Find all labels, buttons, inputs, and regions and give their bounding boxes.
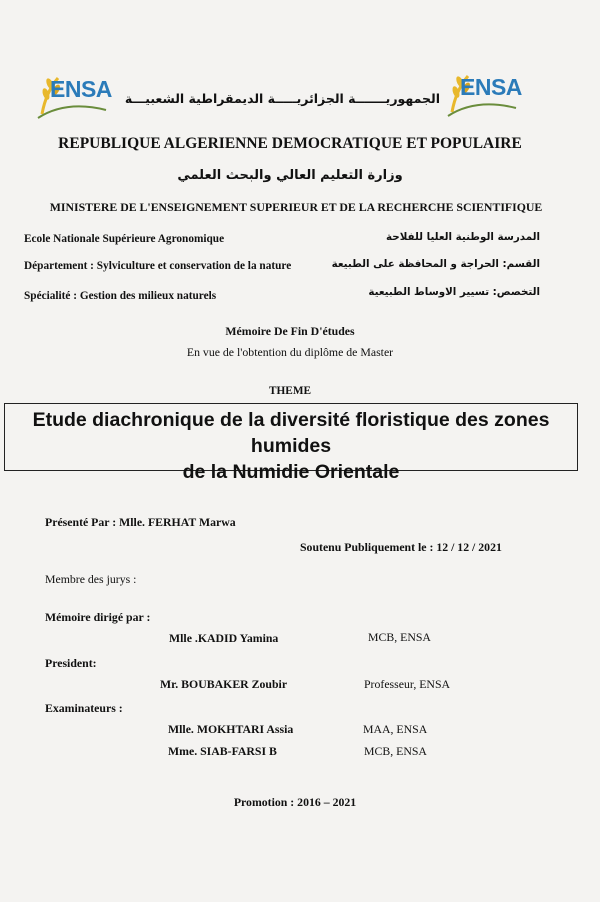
logo-right-text: ENSA <box>460 74 522 100</box>
director-label: Mémoire dirigé par : <box>45 610 151 624</box>
examiner2-rank: MCB, ENSA <box>364 744 427 758</box>
examiner2-name: Mme. SIAB-FARSI B <box>168 744 277 758</box>
school-french: Ecole Nationale Supérieure Agronomique <box>24 233 225 245</box>
speciality-french: Spécialité : Gestion des milieux naturels <box>24 290 217 302</box>
republic-french: REPUBLIQUE ALGERIENNE DEMOCRATIQUE ET POPULAIRE <box>58 135 522 152</box>
director-name: Mlle .KADID Yamina <box>169 631 279 645</box>
memoire-subtitle: En vue de l'obtention du diplôme de Master <box>186 345 394 359</box>
department-french: Département : Sylviculture et conservation de la nature <box>24 260 292 272</box>
presented-by: Présenté Par : Mlle. FERHAT Marwa <box>45 515 236 529</box>
president-label: President: <box>45 656 97 670</box>
republic-arabic: الجمهوريـــــــة الجزائريـــــة الديمقراطية الشعبيـــة <box>124 91 440 106</box>
logo-left-text: ENSA <box>50 76 112 102</box>
ensa-logo-left <box>36 70 120 120</box>
promotion: Promotion : 2016 – 2021 <box>233 795 357 809</box>
theme-title-line1: Etude diachronique de la diversité floristique des zones humides <box>32 409 550 457</box>
speciality-arabic: التخصص: تسيير الاوساط الطبيعية <box>368 286 540 298</box>
ministry-arabic: وزارة التعليم العالي والبحث العلمي <box>177 168 403 183</box>
president-rank: Professeur, ENSA <box>364 677 451 691</box>
ministry-french: MINISTERE DE L'ENSEIGNEMENT SUPERIEUR ET DE LA RECHERCHE SCIENTIFIQUE <box>49 200 543 214</box>
defense-date: Soutenu Publiquement le : 12 / 12 / 2021 <box>300 540 502 554</box>
jury-label: Membre des jurys : <box>45 572 137 586</box>
examiner1-name: Mlle. MOKHTARI Assia <box>168 722 294 736</box>
examiners-label: Examinateurs : <box>45 701 123 715</box>
school-arabic: المدرسة الوطنية العليا للفلاحة <box>386 231 540 243</box>
theme-label: THEME <box>268 385 312 397</box>
ensa-logo-right <box>446 68 530 118</box>
theme-title <box>4 407 578 485</box>
memoire-title: Mémoire De Fin D'études <box>225 324 355 338</box>
president-name: Mr. BOUBAKER Zoubir <box>160 677 288 691</box>
examiner1-rank: MAA, ENSA <box>363 722 428 736</box>
director-rank: MCB, ENSA <box>368 630 431 644</box>
department-arabic: القسم: الحراجة و المحافظة على الطبيعة <box>331 258 540 270</box>
theme-title-line2: de la Numidie Orientale <box>182 461 400 483</box>
